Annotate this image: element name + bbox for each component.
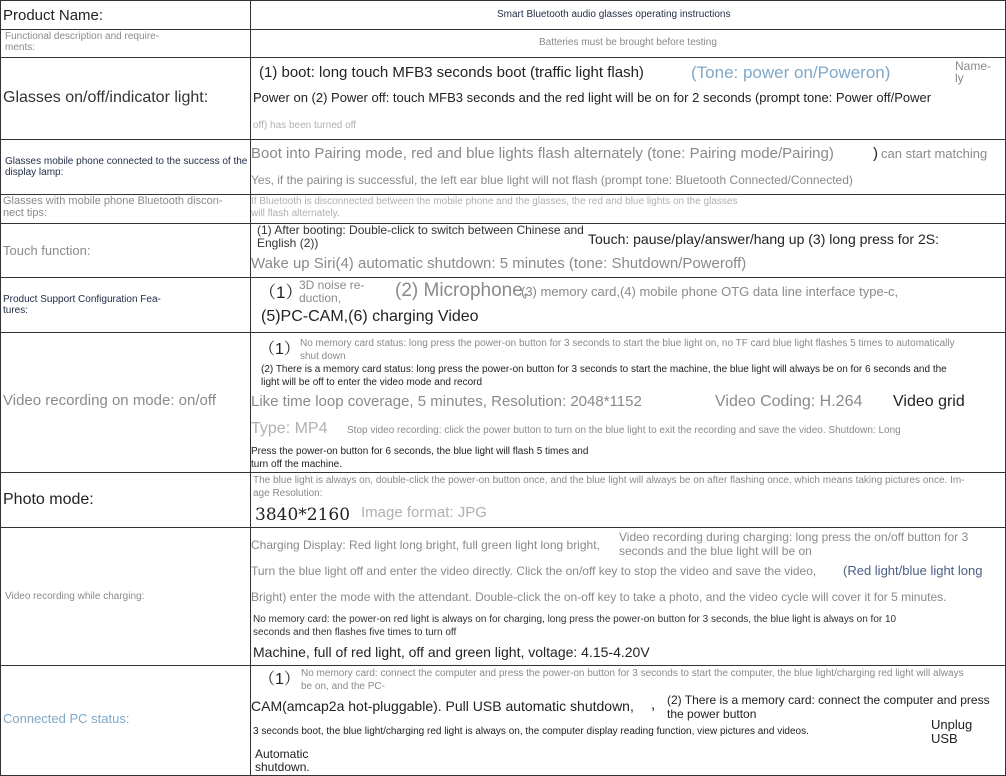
pairing-success-text: Yes, if the pairing is successful, the left ear blue light will not flash (prompt tone: Bluetooth Connected/Connected) <box>251 173 853 187</box>
pc-memory-card-text: (2) There is a memory card: connect the computer and press the power button <box>667 693 990 721</box>
row-product-support <box>1 278 1006 333</box>
phone-connected-label: Glasses mobile phone connected to the success of the display lamp: <box>5 156 248 178</box>
row-photo-mode <box>1 473 1006 528</box>
video-coding-text: Video Coding: H.264 <box>715 393 863 410</box>
power-off-instruction: Power on (2) Power off: touch MFB3 seconds and the red light will be on for 2 seconds (prompt tone: Power off/Power <box>253 90 932 105</box>
memory-card-status-text: (2) There is a memory card status: long press the power-on button for 3 seconds to start the machine, the blue light will always be on for 6 seconds and the light will be off to enter the video mode and record <box>261 364 947 388</box>
microphone-text: (2) Microphone, <box>395 280 529 301</box>
functional-description-value: Batteries must be brought before testing <box>539 37 717 48</box>
pc-number-1: （1） <box>259 671 300 688</box>
pc-comma: , <box>651 696 656 713</box>
noise-reduction-text: 3D noise re- duction, <box>299 278 365 305</box>
product-name-value: Smart Bluetooth audio glasses operating instructions <box>497 9 731 20</box>
boot-instruction: (1) boot: long touch MFB3 seconds boot (traffic light flash) <box>259 64 644 81</box>
row-glasses-onoff <box>1 58 1006 140</box>
after-booting-text: (1) After booting: Double-click to switch between Chinese and English (2)) <box>257 223 584 251</box>
functional-description-label: Functional description and require- ments: <box>5 31 159 53</box>
touch-function-label: Touch function: <box>3 243 91 258</box>
bt-disconnect-value: If Bluetooth is disconnected between the mobile phone and the glasses, the red and blue lights on the glasses will flash alternately. <box>251 196 738 219</box>
red-blue-light-text: (Red light/blue light long <box>843 563 983 578</box>
no-card-status-text: No memory card status: long press the power-on button for 3 seconds to start the blue light on, no TF card blue light flashes 5 times to automatically shut down <box>300 338 955 362</box>
automatic-shutdown-text: Automatic shutdown. <box>255 747 310 774</box>
pccam-text: (5)PC-CAM,(6) charging Video <box>261 308 479 325</box>
tone-power-on: (Tone: power on/Poweron) <box>691 63 891 82</box>
namely-text: Name- ly <box>955 59 992 85</box>
charging-display-text: Charging Display: Red light long bright, full green light long bright, <box>251 538 600 552</box>
row-functional-description <box>1 30 1006 58</box>
image-format-text: Image format: JPG <box>361 504 487 521</box>
stop-recording-text: Stop video recording: click the power button to turn on the blue light to exit the recording and save the video. Shutdown: Long <box>347 425 901 436</box>
turned-off-text: off) has been turned off <box>253 120 357 131</box>
product-support-label: Product Support Configuration Fea- tures: <box>3 294 161 316</box>
pc-status-label: Connected PC status: <box>3 711 130 726</box>
glasses-onoff-label: Glasses on/off/indicator light: <box>3 89 209 106</box>
photo-description: The blue light is always on, double-click the power-on button once, and the blue light will always be on after flashing once, which means taking pictures once. Im- age Resolution: <box>253 475 965 499</box>
row-phone-connected <box>1 140 1006 195</box>
video-number-1: （1） <box>259 341 300 358</box>
image-resolution-value: 3840*2160 <box>255 505 351 525</box>
row-pc-status <box>1 666 1006 776</box>
row-charging <box>1 528 1006 666</box>
video-grid-text: Video grid <box>893 393 965 410</box>
recording-during-charging-text: Video recording during charging: long press the on/off button for 3 seconds and the blue light will be on <box>619 530 969 558</box>
bt-disconnect-label: Glasses with mobile phone Bluetooth discon- nect tips: <box>3 195 223 219</box>
pc-cam-text: CAM(amcap2a hot-pluggable). Pull USB automatic shutdown, <box>251 698 634 714</box>
pairing-mode-text: Boot into Pairing mode, red and blue lights flash alternately (tone: Pairing mode/Pairing) <box>251 145 834 162</box>
unplug-usb-text: Unplug USB <box>931 717 973 746</box>
wake-siri-text: Wake up Siri(4) automatic shutdown: 5 minutes (tone: Shutdown/Poweroff) <box>251 255 747 272</box>
pc-no-card-text: No memory card: connect the computer and press the power-on button for 3 seconds to start the computer, the blue light/charging red light will always be on, and the PC- <box>301 668 964 692</box>
pairing-paren: ) <box>873 145 878 162</box>
turn-blue-off-text: Turn the blue light off and enter the video directly. Click the on/off key to stop the video and save the video, <box>251 564 817 578</box>
pc-boot-text: 3 seconds boot, the blue light/charging red light is always on, the computer display reading function, view pictures and videos. <box>253 726 809 737</box>
can-start-matching: can start matching <box>881 146 988 161</box>
voltage-text: Machine, full of red light, off and green light, voltage: 4.15-4.20V <box>253 644 650 660</box>
no-memory-charging-text: No memory card: the power-on red light is always on for charging, long press the power-on button for 3 seconds, the blue light is always on for 10 seconds and then flashes five times to turn off <box>253 614 897 638</box>
memory-card-text: (3) memory card,(4) mobile phone OTG data line interface type-c, <box>521 284 899 299</box>
row-bt-disconnect <box>1 195 1006 224</box>
bright-mode-text: Bright) enter the mode with the attendant. Double-click the on-off key to take a photo, and the video cycle will cover it for 5 minutes. <box>251 590 947 604</box>
press-6s-text: Press the power-on button for 6 seconds, the blue light will flash 5 times and turn off the machine. <box>251 446 589 470</box>
loop-coverage-text: Like time loop coverage, 5 minutes, Resolution: 2048*1152 <box>251 393 642 410</box>
touch-pause-text: Touch: pause/play/answer/hang up (3) long press for 2S: <box>588 231 939 247</box>
row-video-recording <box>1 333 1006 473</box>
photo-mode-label: Photo mode: <box>3 491 94 508</box>
row-touch-function <box>1 224 1006 278</box>
type-mp4-text: Type: MP4 <box>251 420 328 437</box>
product-name-label: Product Name: <box>3 7 104 24</box>
row-product-name <box>1 1 1006 30</box>
video-recording-label: Video recording on mode: on/off <box>3 392 216 409</box>
support-number-1: （1） <box>259 283 303 302</box>
charging-label: Video recording while charging: <box>5 591 145 602</box>
